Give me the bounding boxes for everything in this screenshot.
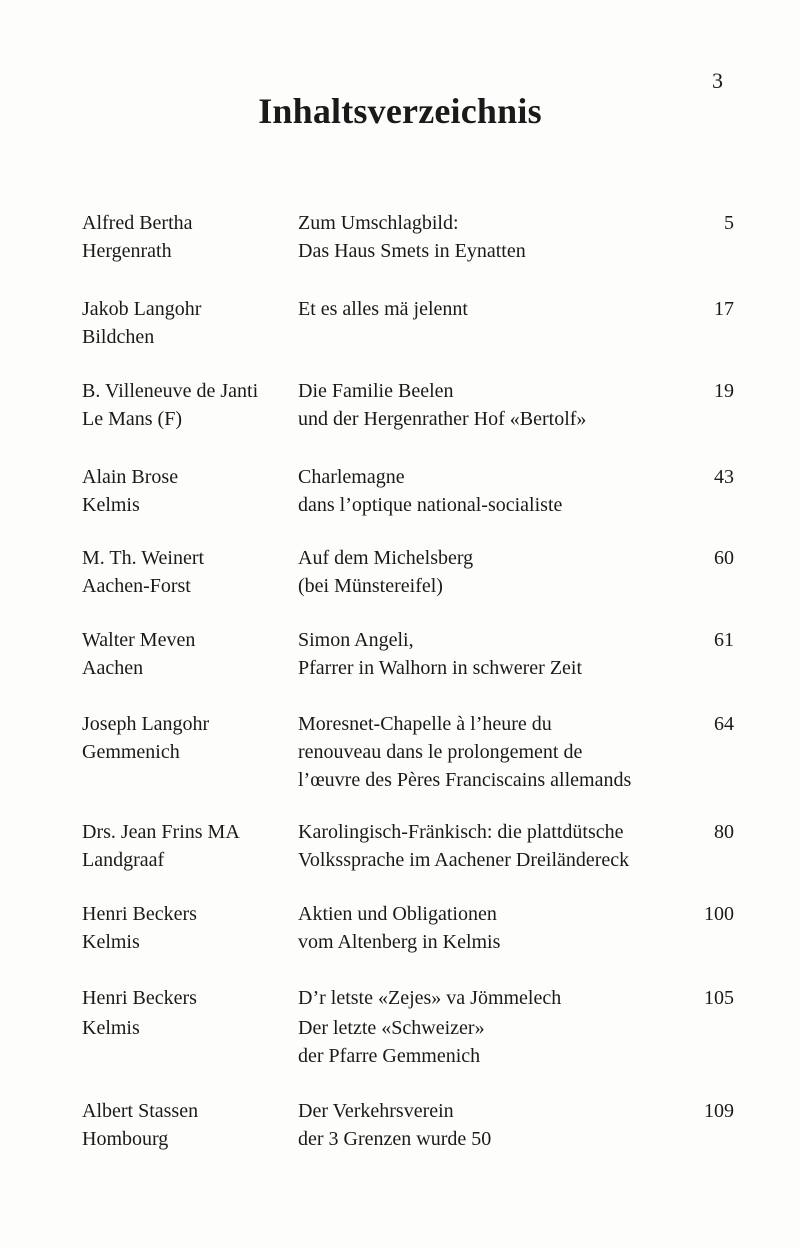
author-place: Kelmis: [82, 494, 140, 516]
entry-author: [82, 377, 292, 433]
entry-title: [298, 626, 678, 682]
title-line: Et es alles mä jelennt: [298, 298, 468, 320]
author-name: Albert Stassen: [82, 1100, 199, 1122]
title-line: (bei Münstereifel): [298, 575, 443, 597]
entry-page: 80: [714, 821, 734, 843]
title-line: dans l’optique national-socialiste: [298, 494, 563, 516]
title-line: Charlemagne: [298, 466, 405, 488]
author-name: Walter Meven: [82, 629, 196, 651]
title-line: Auf dem Michelsberg: [298, 547, 474, 569]
author-place: Aachen-Forst: [82, 575, 191, 597]
author-name: B. Villeneuve de Janti: [82, 380, 259, 402]
author-place: Aachen: [82, 657, 144, 679]
title-line: D’r letste «Zejes» va Jömmelech: [298, 987, 562, 1009]
page-number: 3: [712, 68, 723, 93]
author-name: Joseph Langohr: [82, 713, 210, 735]
author-name: Jakob Langohr: [82, 298, 202, 320]
entry-author: [82, 544, 292, 600]
entry-page: 43: [714, 466, 734, 488]
title-line: Karolingisch-Fränkisch: die plattdütsche: [298, 821, 624, 843]
entry-title: [298, 818, 678, 874]
entry-title: [298, 544, 678, 600]
author-name: Henri Beckers: [82, 987, 197, 1009]
entry-title: [298, 984, 678, 1070]
entry-author: [82, 984, 292, 1042]
entry-page: 5: [724, 212, 734, 234]
entry-title: [298, 900, 678, 956]
author-place: Gemmenich: [82, 741, 180, 763]
entry-author: [82, 1097, 292, 1153]
page-title: Inhaltsverzeichnis: [258, 91, 542, 131]
author-place: Hombourg: [82, 1128, 169, 1150]
entry-author: [82, 295, 292, 351]
entry-author: [82, 209, 292, 265]
author-name: Henri Beckers: [82, 903, 197, 925]
author-place: Hergenrath: [82, 240, 172, 262]
entry-page: 19: [714, 380, 734, 402]
title-line: Moresnet-Chapelle à l’heure du: [298, 713, 552, 735]
entry-title: [298, 710, 678, 794]
title-line: Das Haus Smets in Eynatten: [298, 240, 526, 262]
title-line: Simon Angeli,: [298, 629, 414, 651]
title-line: Der Verkehrsverein: [298, 1100, 454, 1122]
title-line: renouveau dans le prolongement de: [298, 741, 583, 763]
entry-title: [298, 463, 678, 519]
entry-page: 60: [714, 547, 734, 569]
entry-title: [298, 209, 678, 265]
entry-title: [298, 377, 678, 433]
title-line: Volkssprache im Aachener Dreiländereck: [298, 849, 630, 871]
title-line: und der Hergenrather Hof «Bertolf»: [298, 408, 587, 430]
author-name: M. Th. Weinert: [82, 547, 205, 569]
title-line: Pfarrer in Walhorn in schwerer Zeit: [298, 657, 583, 679]
title-line: der Pfarre Gemmenich: [298, 1045, 481, 1067]
entry-author: [82, 710, 292, 766]
author-place: Le Mans (F): [82, 408, 182, 430]
entry-title: [298, 1097, 678, 1153]
title-line: Die Familie Beelen: [298, 380, 454, 402]
entry-page: 64: [714, 713, 734, 735]
entry-author: [82, 818, 292, 874]
entry-page: 61: [714, 629, 734, 651]
title-line: l’œuvre des Pères Franciscains allemands: [298, 769, 632, 791]
entry-author: [82, 626, 292, 682]
title-line: vom Altenberg in Kelmis: [298, 931, 501, 953]
author-place: Bildchen: [82, 326, 155, 348]
author-name: Alfred Bertha: [82, 212, 193, 234]
author-name: Drs. Jean Frins MA: [82, 821, 240, 843]
author-place: Kelmis: [82, 931, 140, 953]
entry-author: [82, 900, 292, 956]
entry-page: 109: [704, 1100, 734, 1122]
entry-page: 100: [704, 903, 734, 925]
author-name: Alain Brose: [82, 466, 179, 488]
author-place: Kelmis: [82, 1017, 140, 1039]
author-place: Landgraaf: [82, 849, 165, 871]
entry-page: 17: [714, 298, 734, 320]
entry-title: [298, 295, 678, 323]
entry-author: [82, 463, 292, 519]
title-line: Aktien und Obligationen: [298, 903, 497, 925]
entry-page: 105: [704, 987, 734, 1009]
title-line: der 3 Grenzen wurde 50: [298, 1128, 492, 1150]
title-line: Zum Umschlagbild:: [298, 212, 459, 234]
title-line: Der letzte «Schweizer»: [298, 1017, 485, 1039]
